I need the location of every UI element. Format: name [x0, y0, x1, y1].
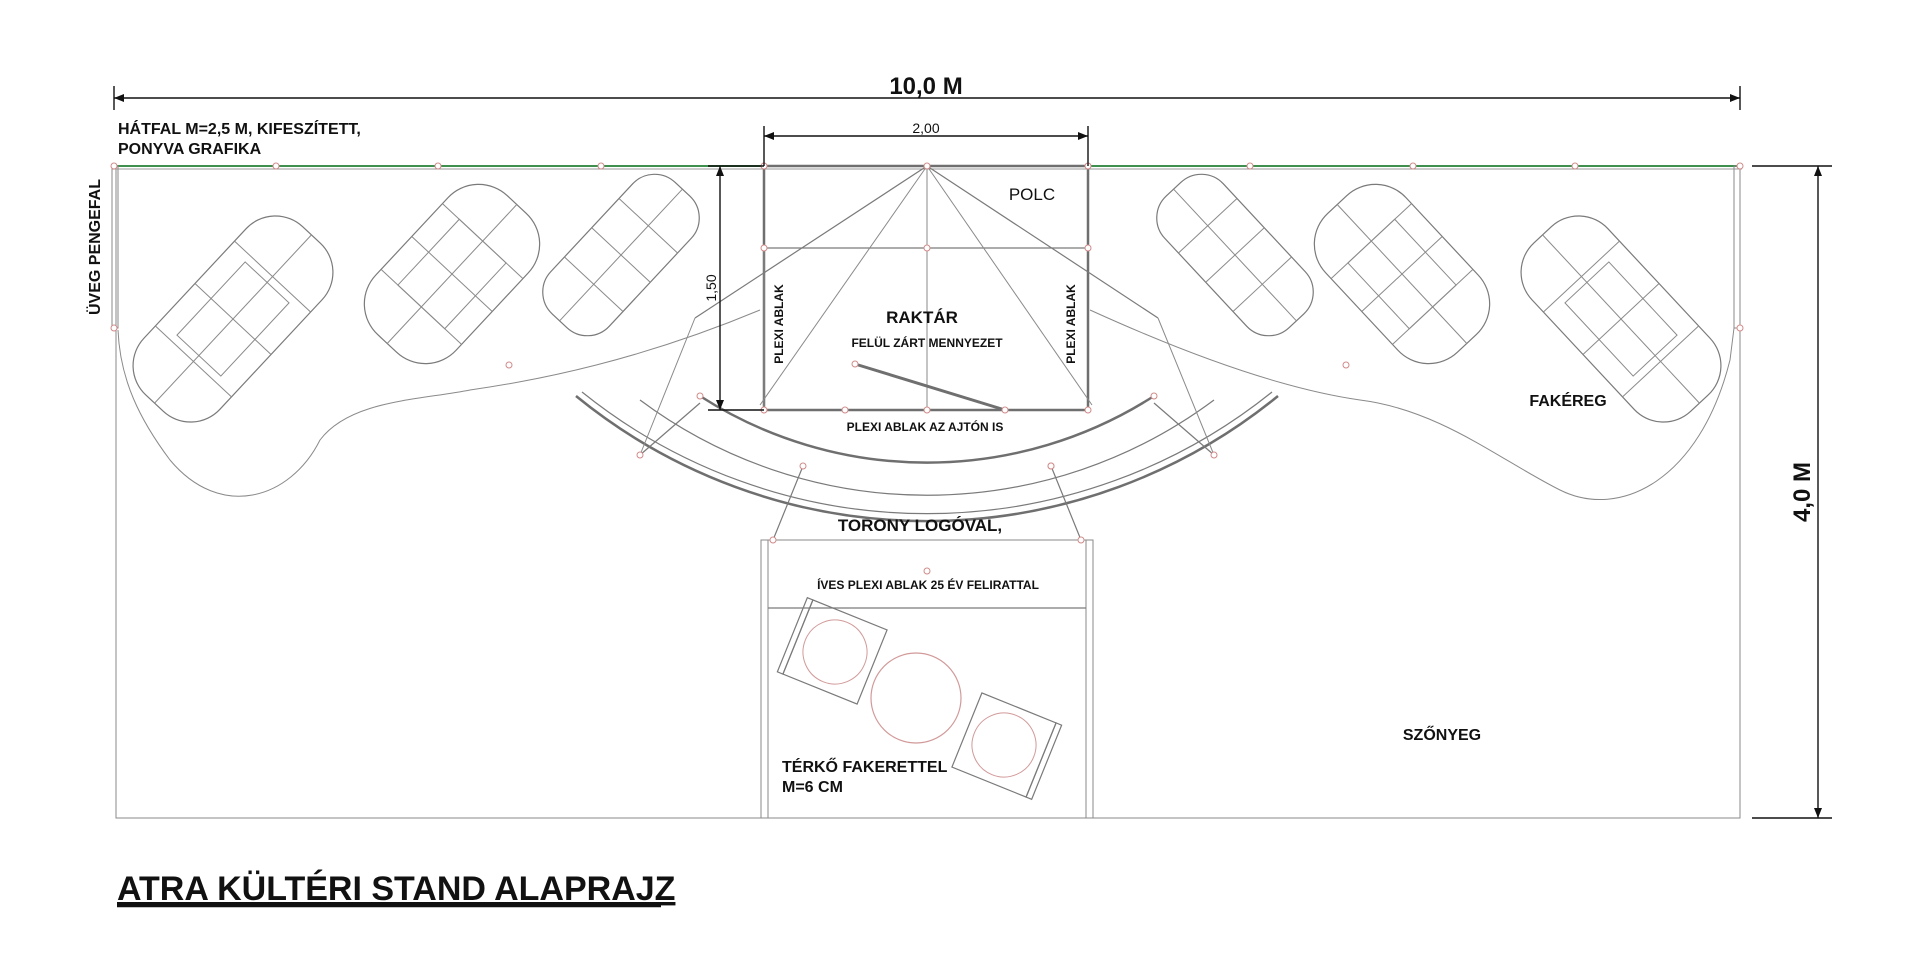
plexi-window-left-label: PLEXI ABLAK [772, 284, 786, 364]
chair-right [952, 693, 1062, 799]
shelf-label: POLC [1008, 185, 1056, 204]
rear-wall-label-line1: HÁTFAL M=2,5 M, KIFESZÍTETT, [118, 121, 361, 138]
storage-depth-label: 1,50 [703, 274, 719, 302]
wood-bark-boundary-left [118, 310, 760, 496]
storage-door [855, 364, 1005, 410]
stand-outline [116, 166, 1740, 818]
bench-left-1 [117, 199, 350, 438]
rear-wall-label-line2: PONYVA GRAFIKA [118, 141, 262, 158]
paving-label-line2: M=6 CM [782, 779, 843, 796]
height-dimension-label: 4,0 M [1789, 461, 1816, 523]
round-table [871, 653, 961, 743]
tower-outer-arc [576, 396, 1278, 521]
plexi-window-right-label: PLEXI ABLAK [1064, 284, 1078, 364]
width-dimension-label: 10,0 M [889, 73, 963, 100]
tower-label: TORONY LOGÓVAL, [837, 516, 1003, 535]
paving-label-line1: TÉRKŐ FAKERETTEL [782, 759, 948, 776]
glass-wall-left [112, 166, 118, 328]
carpet-label: SZŐNYEG [1402, 727, 1482, 744]
wood-bark-boundary-right [1090, 310, 1734, 500]
tower-mid-arc [640, 400, 1214, 495]
bench-right-2 [1297, 167, 1507, 381]
storage-room-label: RAKTÁR [886, 308, 958, 327]
glass-wall-right [1734, 166, 1740, 328]
closed-ceiling-label: FELÜL ZÁRT MENNYEZET [851, 336, 1003, 350]
glass-wall-label: ÜVEG PENGEFAL [87, 178, 104, 316]
bench-left-2 [347, 167, 557, 381]
plexi-door-label: PLEXI ABLAK AZ AJTÓN IS [846, 420, 1004, 434]
bench-left-3 [530, 162, 711, 348]
wood-bark-label: FAKÉREG [1529, 393, 1607, 410]
bench-right-1 [1144, 162, 1325, 348]
curved-plexi-label: ÍVES PLEXI ABLAK 25 ÉV FELIRATTAL [817, 578, 1039, 592]
chair-left [777, 598, 887, 704]
storage-width-label: 2,00 [912, 120, 940, 136]
drawing-title: ATRA KÜLTÉRI STAND ALAPRAJZ [117, 870, 676, 908]
